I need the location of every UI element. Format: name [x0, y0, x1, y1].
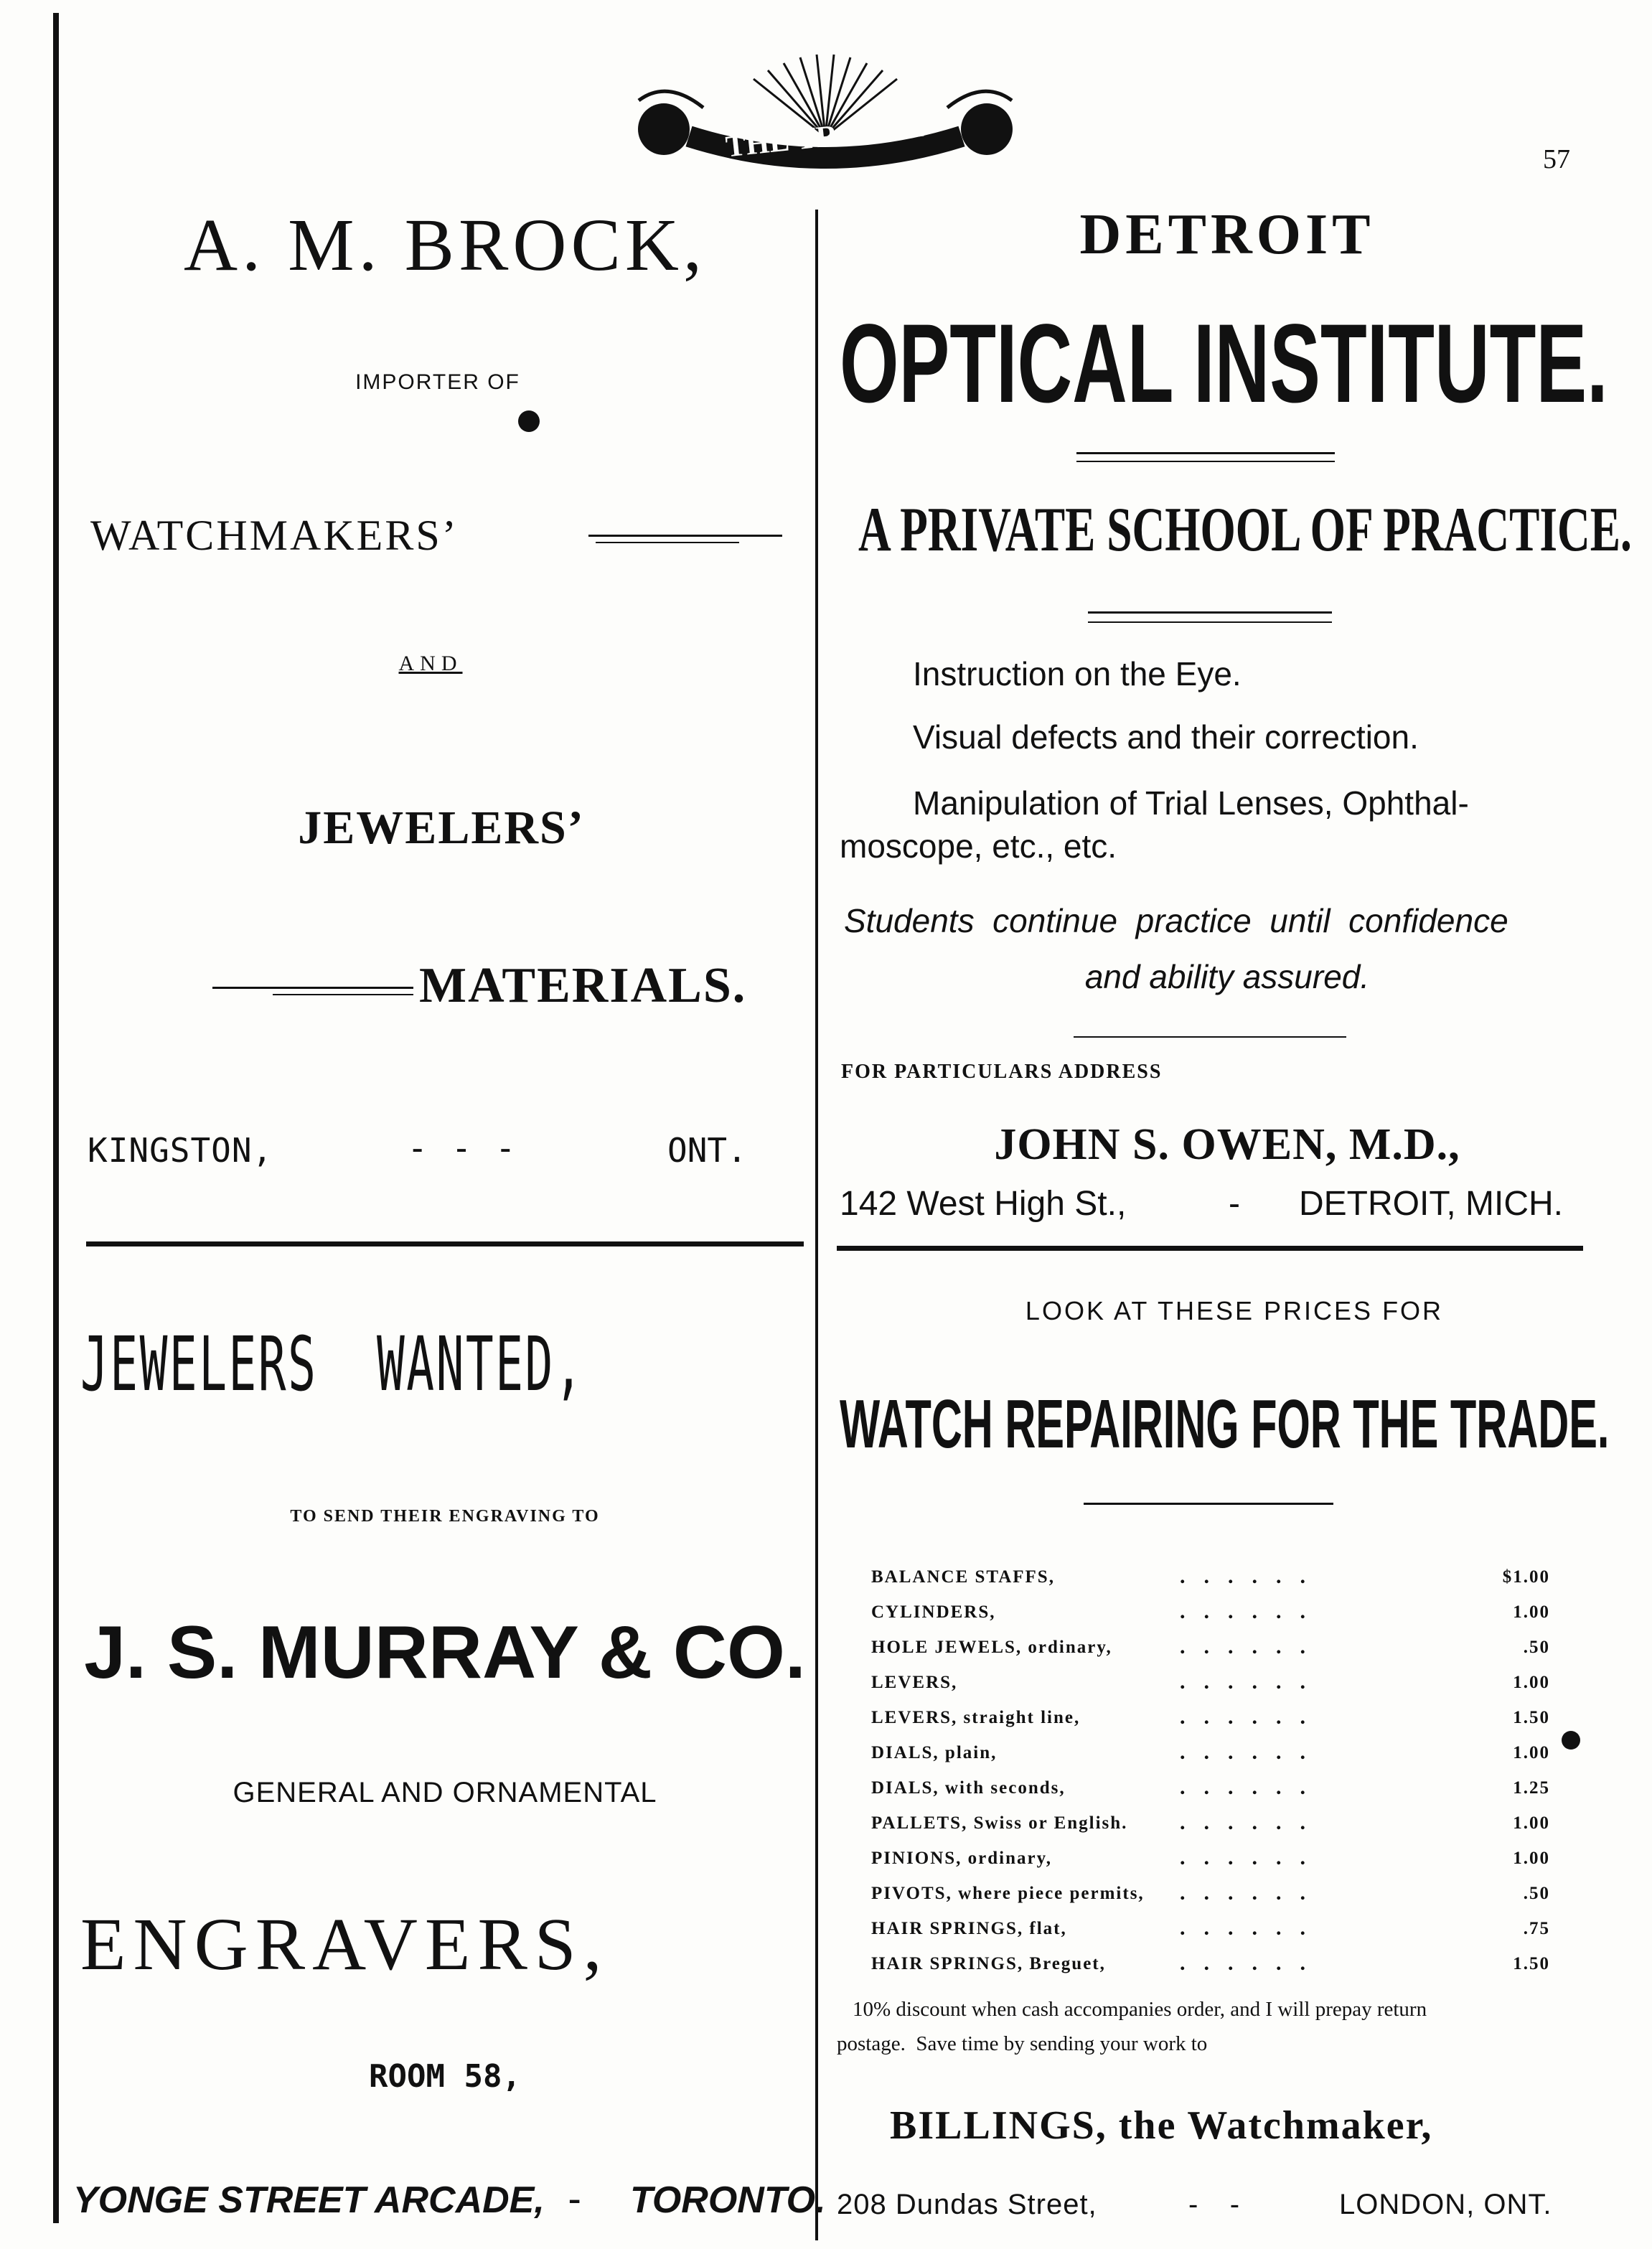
detroit-item-1: Instruction on the Eye.: [913, 655, 1242, 692]
billings-discount-1: 10% discount when cash accompanies order, and I will prepay return: [853, 1998, 1427, 2021]
trader-logo: [624, 50, 1026, 179]
billings-city: LONDON, ONT.: [1339, 2189, 1552, 2220]
billings-headline: WATCH REPAIRING FOR THE TRADE.: [840, 1386, 1610, 1462]
price-row: PINIONS, ordinary, ...... 1.00: [871, 1846, 1550, 1869]
price-item: HOLE JEWELS, ordinary,: [871, 1638, 1112, 1657]
price-value: 1.50: [1513, 1954, 1550, 1973]
detroit-doctor: JOHN S. OWEN, M.D.,: [994, 1120, 1460, 1169]
price-value: .50: [1523, 1884, 1550, 1903]
brock-and: AND: [398, 652, 463, 675]
price-value: 1.50: [1513, 1708, 1550, 1727]
billings-look: LOOK AT THESE PRICES FOR: [1025, 1296, 1444, 1325]
detroit-line2: OPTICAL INSTITUTE.: [840, 301, 1608, 426]
price-item: LEVERS, straight line,: [871, 1708, 1081, 1727]
page-edge-bar: [53, 13, 59, 2223]
detroit-dash: -: [1229, 1185, 1240, 1223]
price-item: PIVOTS, where piece permits,: [871, 1884, 1145, 1903]
page-number: 57: [1543, 144, 1570, 174]
price-item: PALLETS, Swiss or English.: [871, 1813, 1128, 1833]
price-row: PALLETS, Swiss or English. ...... 1.00: [871, 1811, 1550, 1834]
price-row: DIALS, with seconds, ...... 1.25: [871, 1775, 1550, 1799]
murray-dash: -: [568, 2178, 581, 2219]
price-item: BALANCE STAFFS,: [871, 1567, 1055, 1587]
watchmakers-rule: [588, 535, 782, 537]
price-row: CYLINDERS, ...... 1.00: [871, 1600, 1550, 1623]
murray-company: J. S. MURRAY & CO.: [84, 1611, 806, 1694]
detroit-item-2: Visual defects and their correction.: [913, 718, 1419, 756]
price-value: .75: [1523, 1919, 1550, 1938]
price-row: LEVERS, ...... 1.00: [871, 1670, 1550, 1694]
murray-city: TORONTO.: [630, 2179, 826, 2221]
detroit-city: DETROIT, MICH.: [1299, 1185, 1563, 1223]
murray-general: GENERAL AND ORNAMENTAL: [233, 1777, 657, 1808]
billings-discount-2: postage. Save time by sending your work to: [837, 2032, 1208, 2055]
price-value: 1.25: [1513, 1778, 1550, 1798]
margin-ornament: [1562, 1731, 1580, 1750]
detroit-students-1: Students continue practice until confidence: [844, 902, 1508, 939]
price-row: LEVERS, straight line, ...... 1.50: [871, 1705, 1550, 1729]
price-item: DIALS, with seconds,: [871, 1778, 1066, 1798]
brock-dashes: - - -: [412, 1129, 511, 1165]
price-item: CYLINDERS,: [871, 1602, 996, 1622]
bullet-ornament: [518, 410, 540, 432]
murray-room: ROOM 58,: [369, 2058, 521, 2095]
price-row: DIALS, plain, ...... 1.00: [871, 1740, 1550, 1764]
detroit-school: A PRIVATE SCHOOL OF PRACTICE.: [858, 495, 1632, 565]
detroit-rule-1b: [1076, 461, 1335, 462]
detroit-address: 142 West High St.,: [840, 1185, 1127, 1223]
price-item: LEVERS,: [871, 1673, 958, 1692]
price-value: 1.00: [1513, 1813, 1550, 1833]
price-item: HAIR SPRINGS, flat,: [871, 1919, 1067, 1938]
billings-name: BILLINGS, the Watchmaker,: [890, 2103, 1433, 2148]
detroit-rule-2b: [1088, 621, 1332, 623]
price-row: PIVOTS, where piece permits, ...... .50: [871, 1881, 1550, 1905]
brock-province: ONT.: [667, 1131, 747, 1170]
detroit-item-3: Manipulation of Trial Lenses, Ophthal-: [913, 784, 1469, 822]
brock-city: KINGSTON,: [88, 1131, 273, 1170]
price-row: BALANCE STAFFS, ...... $1.00: [871, 1564, 1550, 1588]
detroit-rule-1: [1076, 452, 1335, 454]
price-row: HOLE JEWELS, ordinary, ...... .50: [871, 1635, 1550, 1658]
materials-rule-2: [273, 994, 413, 995]
price-value: .50: [1523, 1638, 1550, 1657]
watchmakers-rule-2: [596, 542, 739, 543]
right-divider-rule: [837, 1246, 1583, 1251]
price-value: $1.00: [1502, 1567, 1550, 1587]
billings-street: 208 Dundas Street,: [837, 2189, 1097, 2220]
price-value: 1.00: [1513, 1673, 1550, 1692]
brock-watchmakers: WATCHMAKERS’: [90, 512, 459, 559]
price-row: HAIR SPRINGS, flat, ...... .75: [871, 1916, 1550, 1940]
price-item: PINIONS, ordinary,: [871, 1849, 1053, 1868]
murray-headline: JEWELERS WANTED,: [80, 1320, 585, 1408]
detroit-rule-3: [1074, 1036, 1346, 1038]
murray-street: YONGE STREET ARCADE,: [73, 2179, 545, 2221]
detroit-item-4: moscope, etc., etc.: [840, 827, 1117, 865]
detroit-particulars: FOR PARTICULARS ADDRESS: [841, 1061, 1163, 1083]
brock-materials: MATERIALS.: [419, 958, 747, 1013]
murray-send: TO SEND THEIR ENGRAVING TO: [290, 1507, 600, 1526]
murray-engravers: ENGRAVERS,: [80, 1903, 609, 1986]
left-divider-rule: [86, 1241, 804, 1246]
detroit-rule-2: [1088, 611, 1332, 614]
brock-importer: IMPORTER OF: [355, 370, 520, 394]
column-divider: [815, 210, 818, 2240]
logo-text: THE TRADER: [724, 110, 925, 164]
brock-jewelers: JEWELERS’: [298, 802, 585, 854]
price-value: 1.00: [1513, 1849, 1550, 1868]
billings-dashes: - -: [1188, 2189, 1240, 2220]
price-value: 1.00: [1513, 1743, 1550, 1762]
brock-name: A. M. BROCK,: [184, 204, 706, 286]
detroit-line1: DETROIT: [1079, 203, 1375, 266]
price-item: DIALS, plain,: [871, 1743, 998, 1762]
detroit-students-2: and ability assured.: [1084, 958, 1370, 995]
billings-rule: [1084, 1503, 1333, 1505]
materials-rule: [212, 987, 413, 989]
price-value: 1.00: [1513, 1602, 1550, 1622]
price-item: HAIR SPRINGS, Breguet,: [871, 1954, 1106, 1973]
price-row: HAIR SPRINGS, Breguet, ...... 1.50: [871, 1951, 1550, 1975]
